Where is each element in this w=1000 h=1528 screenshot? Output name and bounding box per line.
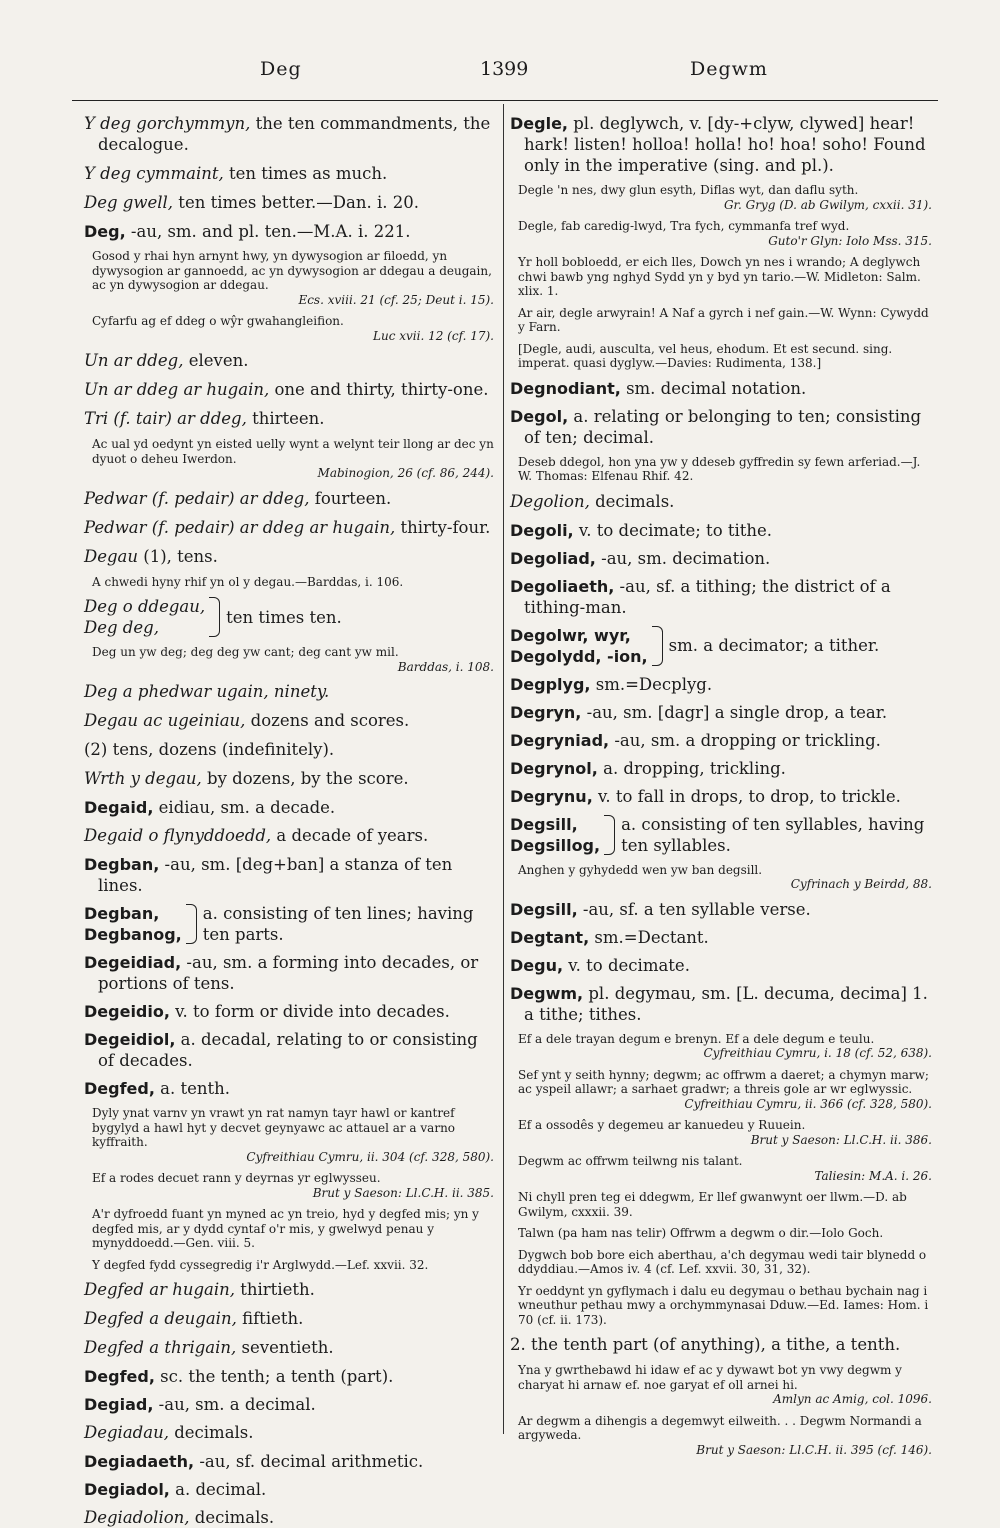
headword: Degol,	[510, 406, 569, 426]
headword: Degle,	[510, 114, 568, 133]
sub-entry	[84, 379, 494, 400]
entry-definition: a. consisting of ten syllables, having ten syllables.	[621, 814, 925, 855]
dictionary-entry	[510, 520, 932, 541]
headword: Degeidiad,	[84, 953, 182, 972]
sub-entry-phrase: Pedwar (f. pedair) ar ddeg ar hugain,	[84, 517, 396, 537]
sub-entry-phrase: Degiadau,	[84, 1423, 169, 1442]
sub-entry-phrase: Wrth y degau,	[84, 769, 202, 788]
sub-entry-definition: fiftieth.	[236, 1309, 304, 1328]
citation-source: Cyfreithiau Cymru, ii. 304 (cf. 328, 580).	[246, 1149, 494, 1164]
dictionary-entry	[84, 854, 494, 896]
dictionary-entry	[84, 221, 494, 242]
sub-entry-definition: dozens and scores.	[245, 711, 410, 730]
headword: Degiad,	[84, 1395, 154, 1414]
sub-entry-phrase: Y deg cymmaint,	[84, 164, 224, 183]
dictionary-entry	[510, 674, 932, 695]
dictionary-entry	[510, 927, 932, 948]
headword: Degaid,	[84, 798, 154, 817]
sub-entry	[84, 825, 494, 846]
citation-source: Mabinogion, 26 (cf. 86, 244).	[317, 466, 494, 480]
citation-source: Cyfreithiau Cymru, i. 18 (cf. 52, 638).	[703, 1046, 932, 1060]
entry-definition: sm. a decimator; a tither.	[668, 636, 880, 655]
headword: Degbanog,	[84, 925, 182, 944]
dictionary-entry	[510, 406, 932, 448]
sub-entry-phrase: Degfed a deugain,	[84, 1309, 237, 1328]
citation	[518, 255, 932, 299]
sub-entry-definition: one and thirty, thirty-one.	[269, 380, 489, 399]
citation-text: Talwn (pa ham nas telir) Offrwm a degwm o dir.—Iolo Goch.	[518, 1226, 884, 1240]
headword: Degsillog,	[510, 835, 601, 855]
citation	[518, 1032, 932, 1061]
sub-entry-definition: (2) tens, dozens (indefinitely).	[84, 740, 335, 759]
sub-entry	[84, 113, 494, 155]
entry-definition: -au, sf. a ten syllable verse.	[577, 899, 811, 919]
page-number: 1399	[480, 58, 529, 80]
citation-text: [Degle, audi, ausculta, vel heus, ehodum. Et est secund. sing. imperat. quasi dyglyw.—Davies: Rudimenta, 138.]	[518, 341, 893, 370]
sub-entry-definition: (1), tens.	[138, 546, 218, 566]
entry-definition: -au, sm. [deg+ban] a stanza of ten lines.	[98, 855, 453, 895]
citation-text: Ef a dele trayan degum e brenyn. Ef a dele degum e teulu.	[518, 1031, 875, 1046]
citation-source: Guto'r Glyn: Iolo Mss. 315.	[768, 233, 932, 248]
citation-source: Brut y Saeson: Ll.C.H. ii. 386.	[750, 1132, 932, 1147]
sub-entry-phrase: Pedwar (f. pedair) ar ddeg,	[84, 488, 310, 508]
citation-text: Gosod y rhai hyn arnynt hwy, yn dywysogion ar filoedd, yn dywysogion ar gannoedd, ac yn dywysogion ar ddegau a deugain, ac yn dywysogion ar ddegau.	[92, 249, 492, 292]
citation-source: Amlyn ac Amig, col. 1096.	[773, 1392, 932, 1406]
headword: Degiadol,	[84, 1480, 170, 1499]
sub-entry	[84, 768, 494, 789]
headword: Degplyg,	[510, 674, 591, 694]
citation-text: Degle, fab caredig-lwyd, Tra fych, cymmanfa tref wyd.	[518, 219, 850, 233]
headword: Degfed,	[84, 1079, 155, 1098]
entry-definition: v. to decimate; to tithe.	[573, 520, 773, 540]
sub-entry-phrase: Deg a phedwar ugain, ninety.	[84, 682, 330, 701]
sub-entry-phrase: Un ar ddeg ar hugain,	[84, 380, 270, 399]
citation	[92, 437, 494, 481]
dictionary-entry	[84, 1029, 494, 1071]
header-left-guideword: Deg	[260, 58, 302, 80]
entry-definition: -au, sf. decimal arithmetic.	[194, 1452, 424, 1471]
citation	[518, 1154, 932, 1183]
sub-entry-definition: the ten commandments, the decalogue.	[98, 114, 491, 154]
dictionary-entry	[510, 702, 932, 723]
citation-source: Taliesin: M.A. i. 26.	[814, 1168, 932, 1183]
citation	[518, 342, 932, 371]
citation-text: Deg un yw deg; deg deg yw cant; deg cant yw mil.	[92, 645, 399, 659]
citation	[518, 1363, 932, 1407]
sub-entry-phrase: Degfed a thrigain,	[84, 1338, 237, 1357]
dictionary-entry	[84, 1366, 494, 1387]
citation	[92, 314, 494, 343]
sub-entry-phrase: Deg gwell,	[84, 193, 174, 212]
citation-text: Degle 'n nes, dwy glun esyth, Diflas wyt, dan daflu syth.	[518, 183, 859, 197]
sub-entry	[84, 1308, 494, 1329]
headword: Degu,	[510, 955, 564, 975]
citation-source: Gr. Gryg (D. ab Gwilym, cxxii. 31).	[723, 197, 932, 212]
citation	[518, 455, 932, 484]
headword: Degnodiant,	[510, 378, 621, 398]
headword: Degrynu,	[510, 786, 593, 806]
entry-definition: v. to decimate.	[563, 955, 690, 975]
headword: Deg deg,	[84, 618, 159, 637]
entry-definition: -au, sm. a dropping or trickling.	[609, 730, 881, 750]
citation-text: Yr holl bobloedd, er eich lles, Dowch yn nes i wrando; A deglywch chwi bawb yng nghyd Sydd yn y byd yn tario.—W. Midleton: Salm. xlix. 1.	[518, 255, 921, 298]
citation-text: Ac ual yd oedynt yn eisted uelly wynt a welynt teir llong ar dec yn dyuot o deheu Iwerdon.	[92, 437, 494, 466]
entry-definition: pl. deglywch, v. [dy-+clyw, clywed] hear! hark! listen! holloa! holla! ho! hoa! soho! Found only in the imperative (sing. and pl.).	[524, 114, 926, 175]
sub-entry	[84, 163, 494, 184]
headword: Degban,	[84, 855, 160, 874]
header-rule	[72, 100, 938, 101]
citation	[92, 1207, 494, 1251]
citation-text: A chwedi hyny rhif yn ol y degau.—Barddas, i. 106.	[92, 574, 404, 589]
citation	[518, 219, 932, 248]
sub-entry	[84, 1279, 494, 1300]
citation-text: Ar degwm a dihengis a degemwyt eilweith. . . Degwm Normandi a argyweda.	[518, 1413, 922, 1442]
citation-text: Ni chyll pren teg ei ddegwm, Er llef gwanwynt oer llwm.—D. ab Gwilym, cxxxii. 39.	[518, 1190, 907, 1219]
citation-text: Ef a ossodês y degemeu ar kanuedeu y Ruuein.	[518, 1118, 806, 1132]
sub-entry-definition: thirty-four.	[395, 517, 491, 537]
citation-text: Dyly ynat varnv yn vrawt yn rat namyn tayr hawl or kantref bygylyd a hawl hyt y decvet geynyawc ac attauel ar a varno kyffraith.	[92, 1106, 456, 1149]
dictionary-entry	[510, 955, 932, 976]
headword: Degwm,	[510, 983, 584, 1003]
entry-definition: ten times ten.	[226, 607, 342, 627]
sub-entry	[84, 710, 494, 731]
citation-text: Ar air, degle arwyrain! A Naf a gyrch i nef gain.—W. Wynn: Cywydd y Farn.	[518, 305, 929, 334]
citation-text: Anghen y gyhydedd wen yw ban degsill.	[518, 862, 763, 877]
entry-definition: -au, sm. [dagr] a single drop, a tear.	[581, 702, 888, 722]
entry-definition: -au, sf. a tithing; the district of a tithing-man.	[524, 576, 891, 617]
headword: Degoli,	[510, 520, 574, 540]
citation-text: Degwm ac offrwm teilwng nis talant.	[518, 1154, 743, 1168]
entry-definition: a. dropping, trickling.	[597, 758, 786, 778]
citation-text: Yna y gwrthebawd hi idaw ef ac y dywawt bot yn vwy degwm y charyat hi arnaw ef. noe garyat ef oll arnei hi.	[518, 1363, 902, 1392]
sub-entry-definition: decimals.	[189, 1508, 275, 1527]
bracketed-entry	[510, 625, 932, 667]
sub-entry	[84, 350, 494, 371]
citation	[92, 1258, 494, 1273]
headword: Degoliad,	[510, 548, 596, 568]
citation-text: Y degfed fydd cyssegredig i'r Arglwydd.—Lef. xxvii. 32.	[92, 1257, 429, 1272]
sub-entry-definition: thirteen.	[246, 409, 325, 428]
headword: Degryn,	[510, 702, 582, 722]
citation-text: Sef ynt y seith hynny; degwm; ac offrwm a daeret; a chymyn marw; ac yspeil allawr; a sarhaet gradwr; a threis gole ar wr eglwyssic.	[518, 1067, 929, 1096]
sub-entry	[84, 1507, 494, 1528]
sub-entry-definition: seventieth.	[236, 1338, 334, 1357]
page-header	[70, 58, 940, 88]
dictionary-entry	[84, 952, 494, 994]
headword: Degryniad,	[510, 730, 610, 750]
headword: Degban,	[84, 904, 160, 923]
entry-definition: sm.=Decplyg.	[590, 674, 713, 694]
brace-glyph	[186, 904, 197, 944]
sub-entry-phrase: Degolion,	[510, 491, 590, 511]
sub-entry-phrase: Un ar ddeg,	[84, 351, 184, 370]
dictionary-entry	[84, 797, 494, 818]
sub-entry	[84, 408, 494, 429]
citation	[518, 183, 932, 212]
entry-definition: -au, sm. a decimal.	[153, 1395, 316, 1414]
citation-text: Ef a rodes decuet rann y deyrnas yr eglwysseu.	[92, 1171, 381, 1185]
headword-pair	[510, 814, 600, 856]
citation-source: Luc xvii. 12 (cf. 17).	[373, 328, 494, 343]
headword-pair	[84, 903, 182, 945]
sub-entry	[84, 517, 494, 538]
citation	[92, 249, 494, 307]
dictionary-entry	[510, 983, 932, 1025]
entry-definition: a. relating or belonging to ten; consisting of ten; decimal.	[524, 406, 922, 447]
brace-glyph	[209, 597, 220, 637]
citation-source: Ecs. xviii. 21 (cf. 25; Deut i. 15).	[298, 292, 494, 307]
citation	[518, 1414, 932, 1458]
dictionary-entry	[84, 1394, 494, 1415]
citation	[518, 1248, 932, 1277]
dictionary-entry	[510, 378, 932, 399]
headword: Degtant,	[510, 927, 590, 947]
sub-entry-definition: a decade of years.	[271, 826, 429, 845]
sub-entry	[84, 192, 494, 213]
citation-text: Deseb ddegol, hon yna yw y ddeseb gyffredin sy fewn arferiad.—J. W. Thomas: Elfenau Rhif. 42.	[518, 454, 921, 483]
brace-glyph	[652, 626, 663, 666]
headword: Degolwr, wyr,	[510, 625, 631, 645]
citation	[518, 1118, 932, 1147]
sub-entry-definition: fourteen.	[309, 488, 392, 508]
citation	[92, 575, 494, 590]
citation-text: Yr oeddynt yn gyflymach i dalu eu degymau o bethau bychain nag i wneuthur pethau mwy a orchymmynasai Dduw.—Ed. Iames: Hom. i 70 (cf. ii. 173).	[518, 1283, 929, 1327]
citation	[518, 1284, 932, 1328]
dictionary-entry	[510, 576, 932, 618]
citation-text: Dygwch bob bore eich aberthau, a'ch degymau wedi tair blynedd o ddyddiau.—Amos iv. 4 (cf. Lef. xxvii. 30, 31, 32).	[518, 1247, 927, 1276]
right-column	[510, 113, 932, 1457]
sub-entry-definition: thirtieth.	[235, 1280, 315, 1299]
entry-definition: a. decimal.	[169, 1480, 267, 1499]
sub-entry	[84, 681, 494, 702]
headword-pair	[84, 596, 205, 638]
dictionary-entry	[510, 758, 932, 779]
headword: Degfed,	[84, 1367, 155, 1386]
headword: Degeidio,	[84, 1002, 170, 1021]
headword: Degsill,	[510, 814, 578, 834]
dictionary-entry	[510, 113, 932, 176]
entry-definition: a. tenth.	[154, 1079, 231, 1098]
entry-definition: sm.=Dectant.	[589, 927, 709, 947]
entry-definition: eidiau, sm. a decade.	[153, 798, 336, 817]
sub-entry-definition: 2. the tenth part (of anything), a tithe, a tenth.	[510, 1335, 901, 1354]
dictionary-entry	[84, 1479, 494, 1500]
citation	[518, 863, 932, 892]
headword: Deg o ddegau,	[84, 597, 206, 616]
sub-entry-phrase: Tri (f. tair) ar ddeg,	[84, 409, 247, 428]
headword: Degolydd, -ion,	[510, 646, 648, 666]
entry-definition: v. to form or divide into decades.	[169, 1002, 450, 1021]
entry-definition: a. consisting of ten lines; having ten parts.	[202, 904, 474, 944]
citation-source: Brut y Saeson: Ll.C.H. ii. 395 (cf. 146).	[696, 1442, 932, 1457]
headword: Degoliaeth,	[510, 576, 615, 596]
sub-entry-phrase: Degau ac ugeiniau,	[84, 711, 246, 730]
entry-definition: -au, sm. and pl. ten.—M.A. i. 221.	[125, 222, 411, 241]
sub-entry	[84, 488, 494, 509]
bracketed-entry	[84, 903, 494, 945]
headword: Degrynol,	[510, 758, 598, 778]
citation-text: A'r dyfroedd fuant yn myned ac yn treio, hyd y degfed mis; yn y degfed mis, ar y dydd cyntaf o'r mis, y gwelwyd penau y mynyddoedd.—Gen. viii. 5.	[92, 1207, 479, 1250]
citation-text: Cyfarfu ag ef ddeg o wŷr gwahangleifion.	[92, 314, 344, 328]
dictionary-entry	[84, 1078, 494, 1099]
entry-definition: sc. the tenth; a tenth (part).	[154, 1367, 394, 1386]
sub-entry-phrase: Degiadolion,	[84, 1508, 190, 1527]
headword: Degiadaeth,	[84, 1452, 195, 1471]
sub-entry-definition: ten times as much.	[223, 164, 388, 183]
sub-entry-definition: by dozens, by the score.	[201, 769, 409, 788]
headword-pair	[510, 625, 648, 667]
bracketed-entry	[84, 596, 494, 638]
dictionary-entry	[84, 1001, 494, 1022]
dictionary-entry	[510, 899, 932, 920]
column-divider	[503, 104, 504, 1434]
citation	[518, 1190, 932, 1219]
brace-glyph	[604, 815, 615, 855]
entry-definition: -au, sm. decimation.	[595, 548, 771, 568]
sub-entry-definition: eleven.	[183, 351, 249, 370]
dictionary-entry	[510, 786, 932, 807]
bracketed-entry	[510, 814, 932, 856]
header-right-guideword: Degwm	[690, 58, 768, 80]
citation	[518, 1226, 932, 1241]
sub-entry	[84, 546, 494, 567]
dictionary-entry	[510, 548, 932, 569]
citation-source: Barddas, i. 108.	[397, 659, 494, 674]
entry-definition: a. decadal, relating to or consisting of decades.	[98, 1030, 478, 1070]
sub-entry-phrase: Degaid o flynyddoedd,	[84, 826, 272, 845]
sub-entry	[84, 1422, 494, 1443]
left-column	[84, 113, 494, 1527]
entry-definition: sm. decimal notation.	[620, 378, 807, 398]
dictionary-entry	[510, 730, 932, 751]
entry-definition: -au, sm. a forming into decades, or portions of tens.	[98, 953, 479, 993]
dictionary-entry	[84, 1451, 494, 1472]
headword: Degsill,	[510, 899, 578, 919]
sub-entry-phrase: Degfed ar hugain,	[84, 1280, 236, 1299]
entry-definition: pl. degymau, sm. [L. decuma, decima] 1. a tithe; tithes.	[524, 983, 928, 1024]
citation	[518, 306, 932, 335]
citation	[92, 1106, 494, 1164]
sub-entry	[84, 1337, 494, 1358]
citation	[92, 645, 494, 674]
sub-entry	[510, 491, 932, 512]
sub-entry-definition: ten times better.—Dan. i. 20.	[173, 193, 419, 212]
citation-source: Cyfrinach y Beirdd, 88.	[790, 877, 932, 891]
citation	[92, 1171, 494, 1200]
sub-entry-definition: decimals.	[168, 1423, 254, 1442]
headword: Degeidiol,	[84, 1030, 176, 1049]
citation-source: Brut y Saeson: Ll.C.H. ii. 385.	[312, 1185, 494, 1200]
sub-entry-definition: decimals.	[589, 491, 675, 511]
sub-entry	[510, 1334, 932, 1355]
sub-entry-phrase: Degau	[84, 546, 139, 566]
citation-source: Cyfreithiau Cymru, ii. 366 (cf. 328, 580).	[684, 1096, 932, 1111]
sub-entry	[84, 739, 494, 760]
entry-definition: v. to fall in drops, to drop, to trickle.	[592, 786, 901, 806]
citation	[518, 1068, 932, 1112]
headword: Deg,	[84, 222, 126, 241]
sub-entry-phrase: Y deg gorchymmyn,	[84, 114, 251, 133]
